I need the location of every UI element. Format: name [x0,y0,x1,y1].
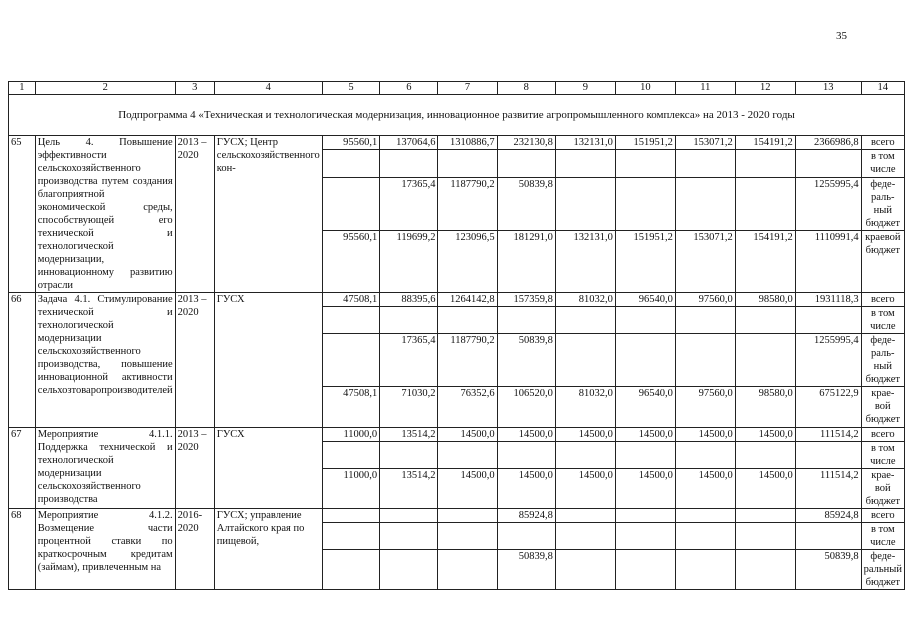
item-period: 2013 – 2020 [175,136,214,293]
amount-cell: 95560,1 [322,231,379,293]
row-number: 67 [9,428,36,509]
amount-cell [555,334,615,387]
amount-cell [322,523,379,550]
amount-cell: 13514,2 [380,469,438,509]
amount-cell: 97560,0 [675,293,735,307]
amount-cell: 85924,8 [497,509,555,523]
amount-cell: 81032,0 [555,293,615,307]
amount-cell [322,550,379,590]
amount-cell [380,442,438,469]
table-row [9,509,905,523]
table-row [9,428,905,442]
funding-source: в том числе [861,307,904,334]
amount-cell: 14500,0 [497,469,555,509]
page-number: 35 [836,30,847,42]
amount-cell: 50839,8 [497,177,555,231]
amount-cell: 50839,8 [497,550,555,590]
amount-cell [615,509,675,523]
table-row [9,293,905,307]
item-executor: ГУСХ [214,428,322,509]
amount-cell [735,177,795,231]
amount-cell: 14500,0 [615,469,675,509]
item-name: Мероприятие 4.1.2. Возмещение части процентной ставки по краткосрочным кредитам (займам), привлеченным на [35,509,175,590]
amount-cell: 181291,0 [497,231,555,293]
amount-cell [615,334,675,387]
amount-cell: 96540,0 [615,293,675,307]
amount-cell: 1310886,7 [438,136,497,150]
amount-cell: 17365,4 [380,177,438,231]
amount-cell [735,442,795,469]
amount-cell [735,509,795,523]
amount-cell [322,150,379,177]
amount-cell: 1255995,4 [795,177,861,231]
column-header: 9 [555,82,615,95]
amount-cell: 85924,8 [795,509,861,523]
amount-cell: 98580,0 [735,293,795,307]
amount-cell: 14500,0 [497,428,555,442]
amount-cell: 153071,2 [675,231,735,293]
amount-cell: 14500,0 [555,469,615,509]
item-executor: ГУСХ; Центр сельскохозяйственного кон- [214,136,322,293]
item-period: 2016-2020 [175,509,214,590]
subprogram-title: Подпрограмма 4 «Техническая и технологическая модернизация, инновационное развитие агропромышленного комплекса» на 2013 - 2020 годы [9,95,905,136]
amount-cell: 106520,0 [497,387,555,428]
column-header: 11 [675,82,735,95]
amount-cell [497,523,555,550]
amount-cell [795,523,861,550]
amount-cell: 14500,0 [615,428,675,442]
column-header: 3 [175,82,214,95]
column-header: 5 [322,82,379,95]
amount-cell: 1264142,8 [438,293,497,307]
amount-cell: 11000,0 [322,428,379,442]
row-number: 66 [9,293,36,428]
amount-cell [380,150,438,177]
funding-source: краевой бюджет [861,231,904,293]
amount-cell [735,334,795,387]
item-name: Цель 4. Повышение эффективности сельскохозяйственного производства путем создания благоприятной экономической среды, способствующей его технической и технологической модернизации, инновационному развитию отрасли [35,136,175,293]
column-header: 2 [35,82,175,95]
funding-source: в том числе [861,442,904,469]
amount-cell [795,442,861,469]
column-header: 13 [795,82,861,95]
row-number: 65 [9,136,36,293]
amount-cell [675,307,735,334]
amount-cell: 111514,2 [795,469,861,509]
column-header: 12 [735,82,795,95]
amount-cell: 675122,9 [795,387,861,428]
budget-table [8,81,905,590]
item-name: Мероприятие 4.1.1. Поддержка технической и технологической модернизации сельскохозяйственного производства [35,428,175,509]
amount-cell [675,509,735,523]
amount-cell [380,307,438,334]
amount-cell [555,523,615,550]
amount-cell: 123096,5 [438,231,497,293]
funding-source: всего [861,428,904,442]
amount-cell: 71030,2 [380,387,438,428]
amount-cell [735,150,795,177]
amount-cell: 50839,8 [795,550,861,590]
amount-cell: 14500,0 [555,428,615,442]
item-period: 2013 – 2020 [175,293,214,428]
funding-source: всего [861,509,904,523]
amount-cell: 98580,0 [735,387,795,428]
amount-cell: 11000,0 [322,469,379,509]
amount-cell: 96540,0 [615,387,675,428]
amount-cell: 137064,6 [380,136,438,150]
amount-cell [322,509,379,523]
funding-source: в том числе [861,523,904,550]
amount-cell: 119699,2 [380,231,438,293]
amount-cell: 47508,1 [322,293,379,307]
item-period: 2013 – 2020 [175,428,214,509]
amount-cell: 111514,2 [795,428,861,442]
amount-cell [322,334,379,387]
amount-cell [675,177,735,231]
amount-cell: 232130,8 [497,136,555,150]
amount-cell [615,523,675,550]
amount-cell [438,523,497,550]
funding-source: феде-раль-ный бюджет [861,334,904,387]
column-header: 4 [214,82,322,95]
amount-cell [497,442,555,469]
header-row [9,82,905,95]
amount-cell [795,150,861,177]
amount-cell: 17365,4 [380,334,438,387]
amount-cell [322,177,379,231]
amount-cell: 76352,6 [438,387,497,428]
amount-cell: 151951,2 [615,136,675,150]
amount-cell: 14500,0 [735,428,795,442]
amount-cell [438,442,497,469]
amount-cell: 154191,2 [735,231,795,293]
amount-cell [555,442,615,469]
amount-cell [322,307,379,334]
amount-cell [438,509,497,523]
amount-cell: 50839,8 [497,334,555,387]
amount-cell [322,442,379,469]
column-header: 10 [615,82,675,95]
amount-cell: 1110991,4 [795,231,861,293]
amount-cell [555,150,615,177]
amount-cell: 14500,0 [438,469,497,509]
amount-cell [380,550,438,590]
amount-cell [555,509,615,523]
amount-cell [438,550,497,590]
funding-source: крае-вой бюджет [861,469,904,509]
amount-cell [795,307,861,334]
funding-source: крае-вой бюджет [861,387,904,428]
amount-cell: 88395,6 [380,293,438,307]
column-header: 6 [380,82,438,95]
amount-cell [555,550,615,590]
amount-cell [735,307,795,334]
amount-cell [380,523,438,550]
item-executor: ГУСХ; управление Алтайского края по пищевой, [214,509,322,590]
amount-cell: 14500,0 [675,428,735,442]
column-header: 14 [861,82,904,95]
funding-source: феде-ральный бюджет [861,550,904,590]
amount-cell: 132131,0 [555,231,615,293]
amount-cell [497,150,555,177]
amount-cell [615,177,675,231]
table-row [9,136,905,150]
amount-cell [675,334,735,387]
subprogram-title-row [9,95,905,136]
amount-cell [675,523,735,550]
amount-cell: 2366986,8 [795,136,861,150]
column-header: 8 [497,82,555,95]
amount-cell: 95560,1 [322,136,379,150]
amount-cell: 14500,0 [675,469,735,509]
amount-cell [675,442,735,469]
column-header: 7 [438,82,497,95]
amount-cell [615,442,675,469]
amount-cell [438,307,497,334]
amount-cell: 151951,2 [615,231,675,293]
funding-source: в том числе [861,150,904,177]
amount-cell: 47508,1 [322,387,379,428]
amount-cell [735,550,795,590]
amount-cell: 1931118,3 [795,293,861,307]
amount-cell: 97560,0 [675,387,735,428]
item-executor: ГУСХ [214,293,322,428]
item-name: Задача 4.1. Стимулирование технической и технологической модернизации сельскохозяйственного производства, повышение инновационной активности сельхозтоваропроизводителей [35,293,175,428]
amount-cell: 81032,0 [555,387,615,428]
amount-cell [675,150,735,177]
funding-source: всего [861,136,904,150]
row-number: 68 [9,509,36,590]
amount-cell [615,150,675,177]
amount-cell: 154191,2 [735,136,795,150]
amount-cell [735,523,795,550]
amount-cell: 1187790,2 [438,177,497,231]
amount-cell: 1187790,2 [438,334,497,387]
amount-cell [675,550,735,590]
amount-cell: 14500,0 [438,428,497,442]
funding-source: всего [861,293,904,307]
funding-source: феде-раль-ный бюджет [861,177,904,231]
amount-cell: 157359,8 [497,293,555,307]
amount-cell [380,509,438,523]
amount-cell: 14500,0 [735,469,795,509]
amount-cell: 153071,2 [675,136,735,150]
column-header: 1 [9,82,36,95]
amount-cell: 1255995,4 [795,334,861,387]
amount-cell [555,307,615,334]
amount-cell [438,150,497,177]
amount-cell [555,177,615,231]
amount-cell: 132131,0 [555,136,615,150]
amount-cell [615,550,675,590]
amount-cell [615,307,675,334]
amount-cell: 13514,2 [380,428,438,442]
amount-cell [497,307,555,334]
